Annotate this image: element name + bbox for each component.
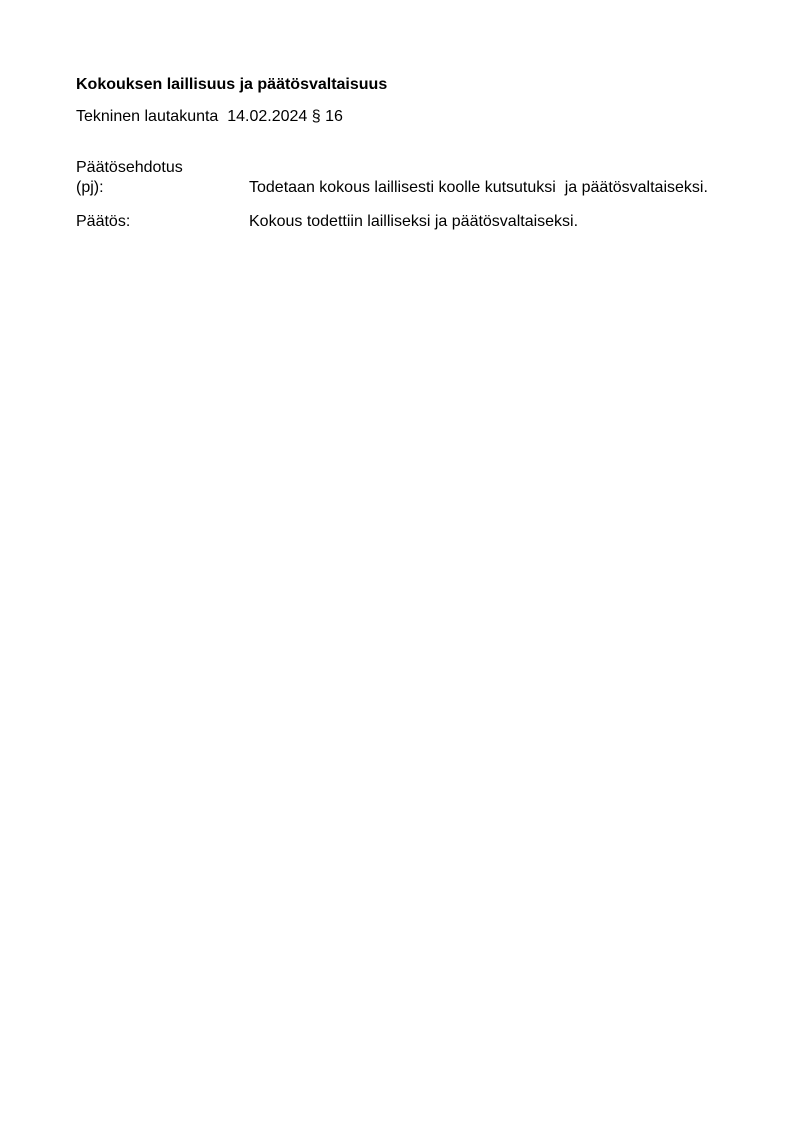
document-subtitle: Tekninen lautakunta 14.02.2024 § 16 (76, 108, 343, 125)
document-title: Kokouksen laillisuus ja päätösvaltaisuus (76, 76, 388, 93)
proposal-label-line2: (pj): (76, 179, 104, 196)
proposal-label-line1: Päätösehdotus (76, 159, 183, 176)
proposal-text: Todetaan kokous laillisesti koolle kutsutuksi ja päätösvaltaiseksi. (249, 179, 708, 196)
decision-text: Kokous todettiin lailliseksi ja päätösvaltaiseksi. (249, 213, 579, 230)
decision-label: Päätös: (76, 213, 131, 230)
